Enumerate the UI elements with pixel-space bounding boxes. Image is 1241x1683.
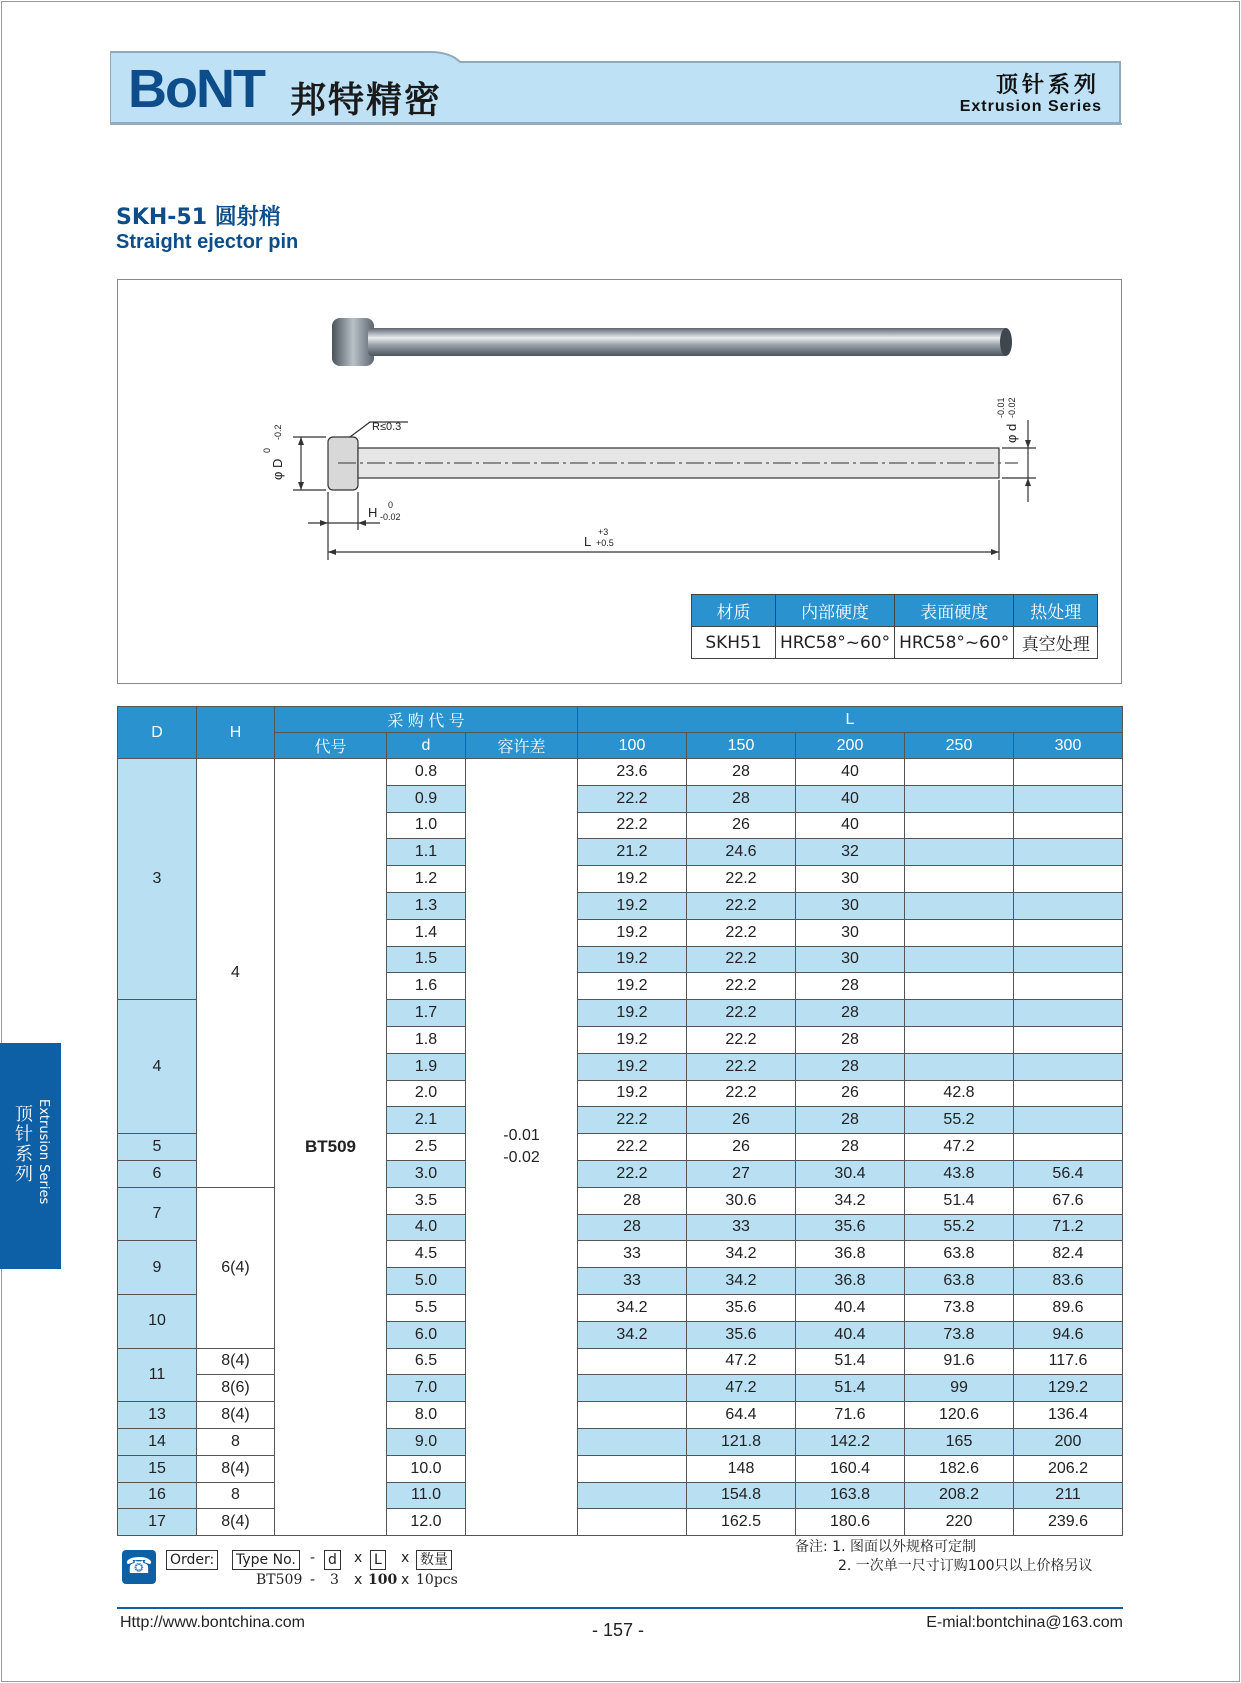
phone-icon: ☎ — [122, 1550, 156, 1584]
mat-header: 热处理 — [1014, 595, 1098, 627]
cell-L: 28 — [796, 1026, 905, 1053]
cell-L — [905, 759, 1014, 786]
cell-d: 1.7 — [387, 1000, 466, 1027]
cell-d: 11.0 — [387, 1482, 466, 1509]
series-title-cn: 顶针系列 — [995, 73, 1100, 98]
cell-L: 40 — [796, 759, 905, 786]
cell-L — [905, 973, 1014, 1000]
cell-L — [578, 1509, 687, 1536]
cell-L: 91.6 — [905, 1348, 1014, 1375]
cell-L: 26 — [687, 1134, 796, 1161]
cell-L: 19.2 — [578, 919, 687, 946]
cell-L: 89.6 — [1014, 1294, 1123, 1321]
cell-L: 34.2 — [578, 1294, 687, 1321]
cell-L: 180.6 — [796, 1509, 905, 1536]
cell-H: 8 — [197, 1428, 275, 1455]
order-example: ☎ Order: Type No. - d x L x 数量 BT509 - 3 x 100 x 10pcs — [122, 1546, 572, 1590]
product-title-en: Straight ejector pin — [116, 231, 299, 253]
cell-L: 30 — [796, 946, 905, 973]
cell-L: 47.2 — [687, 1348, 796, 1375]
H-dim-label: H — [368, 505, 378, 520]
svg-text:-0.01: -0.01 — [996, 397, 1006, 418]
cell-L: 55.2 — [905, 1214, 1014, 1241]
header-L: L — [578, 707, 1123, 733]
cell-L: 28 — [796, 1107, 905, 1134]
product-title-cn: SKH-51 圆射梢 — [116, 205, 281, 230]
cell-d: 1.9 — [387, 1053, 466, 1080]
cell-d: 2.5 — [387, 1134, 466, 1161]
cell-L — [578, 1455, 687, 1482]
cell-L: 120.6 — [905, 1402, 1014, 1429]
cell-L: 71.2 — [1014, 1214, 1123, 1241]
cell-L — [578, 1482, 687, 1509]
cell-D: 14 — [118, 1428, 197, 1455]
cell-L: 22.2 — [687, 1053, 796, 1080]
cell-H: 8(4) — [197, 1509, 275, 1536]
radius-label: R≤0.3 — [372, 421, 402, 433]
svg-text:-0.02: -0.02 — [1007, 397, 1017, 418]
cell-L: 35.6 — [796, 1214, 905, 1241]
notes — [795, 1538, 1093, 1576]
d-dim-label: φ d — [1004, 423, 1019, 443]
cell-L — [1014, 1134, 1123, 1161]
cell-H: 6(4) — [197, 1187, 275, 1348]
cell-L: 34.2 — [687, 1268, 796, 1295]
cell-L: 28 — [796, 1053, 905, 1080]
cell-L: 32 — [796, 839, 905, 866]
cell-d: 5.0 — [387, 1268, 466, 1295]
tolerance-upper: -0.01 — [503, 1127, 540, 1145]
cell-L — [578, 1375, 687, 1402]
cell-tolerance — [466, 759, 578, 1536]
cell-L: 22.2 — [578, 785, 687, 812]
cell-H: 8(4) — [197, 1402, 275, 1429]
cell-L: 22.2 — [687, 919, 796, 946]
side-tab-en: Extrusion Series — [36, 1099, 51, 1205]
cell-L: 26 — [687, 812, 796, 839]
cell-L — [905, 946, 1014, 973]
note-2: 2. 一次单一尺寸订购100只以上价格另议 — [838, 1558, 1093, 1574]
cell-L: 30.6 — [687, 1187, 796, 1214]
cell-L: 22.2 — [578, 1160, 687, 1187]
cell-L: 163.8 — [796, 1482, 905, 1509]
cell-d: 3.5 — [387, 1187, 466, 1214]
cell-L: 33 — [578, 1241, 687, 1268]
table-row — [118, 759, 1123, 786]
order-d: d — [324, 1550, 341, 1570]
table-row — [118, 1509, 1123, 1536]
cell-L: 160.4 — [796, 1455, 905, 1482]
cell-L: 22.2 — [578, 812, 687, 839]
header-d: d — [387, 733, 466, 759]
footer-divider — [117, 1607, 1123, 1609]
cell-L: 28 — [578, 1214, 687, 1241]
cell-L: 40.4 — [796, 1321, 905, 1348]
cell-D: 11 — [118, 1348, 197, 1402]
cell-L: 129.2 — [1014, 1375, 1123, 1402]
cell-L: 22.2 — [687, 866, 796, 893]
cell-d: 5.5 — [387, 1294, 466, 1321]
cell-L: 34.2 — [578, 1321, 687, 1348]
cell-L — [1014, 866, 1123, 893]
side-tab — [0, 1043, 61, 1269]
cell-L — [1014, 1107, 1123, 1134]
cell-L — [905, 1026, 1014, 1053]
cell-L: 34.2 — [687, 1241, 796, 1268]
cell-L: 239.6 — [1014, 1509, 1123, 1536]
cell-D: 15 — [118, 1455, 197, 1482]
cell-L — [1014, 1026, 1123, 1053]
order-qty: 数量 — [416, 1550, 452, 1570]
cell-L: 34.2 — [796, 1187, 905, 1214]
cell-L: 22.2 — [578, 1107, 687, 1134]
cell-d: 1.4 — [387, 919, 466, 946]
header-code: 代号 — [275, 733, 387, 759]
cell-L: 30.4 — [796, 1160, 905, 1187]
series-title-en: Extrusion Series — [959, 98, 1102, 115]
table-row — [118, 1375, 1123, 1402]
header-D: D — [118, 707, 197, 759]
cell-L — [1014, 839, 1123, 866]
order-ex-qty: 10pcs — [416, 1572, 458, 1588]
cell-L: 51.4 — [796, 1375, 905, 1402]
cell-L: 83.6 — [1014, 1268, 1123, 1295]
cell-L: 33 — [687, 1214, 796, 1241]
cell-L — [905, 785, 1014, 812]
D-dim-label: φ D — [270, 458, 285, 480]
cell-L: 22.2 — [578, 1134, 687, 1161]
cell-d: 0.8 — [387, 759, 466, 786]
cell-L: 22.2 — [687, 892, 796, 919]
footer-email[interactable]: E-mial:bontchina@163.com — [926, 1614, 1123, 1631]
footer-url[interactable]: Http://www.bontchina.com — [120, 1614, 305, 1631]
table-row — [118, 1482, 1123, 1509]
header-L-col: 300 — [1014, 733, 1123, 759]
cell-L: 42.8 — [905, 1080, 1014, 1107]
company-name: 邦特精密 — [290, 79, 443, 121]
cell-L — [578, 1348, 687, 1375]
cell-L: 67.6 — [1014, 1187, 1123, 1214]
cell-L: 23.6 — [578, 759, 687, 786]
cell-L: 36.8 — [796, 1268, 905, 1295]
cell-L: 165 — [905, 1428, 1014, 1455]
table-row — [118, 1187, 1123, 1214]
tolerance-lower: -0.02 — [503, 1149, 540, 1167]
cell-d: 1.2 — [387, 866, 466, 893]
cell-d: 1.0 — [387, 812, 466, 839]
cell-L: 40 — [796, 785, 905, 812]
cell-L — [1014, 1080, 1123, 1107]
svg-text:+0.5: +0.5 — [596, 538, 614, 548]
L-dim-label: L — [584, 534, 592, 549]
cell-d: 12.0 — [387, 1509, 466, 1536]
table-row — [118, 1402, 1123, 1429]
cell-L — [1014, 1053, 1123, 1080]
cell-L: 117.6 — [1014, 1348, 1123, 1375]
cell-d: 4.5 — [387, 1241, 466, 1268]
cell-L: 63.8 — [905, 1268, 1014, 1295]
cell-L: 22.2 — [687, 1026, 796, 1053]
cell-L: 33 — [578, 1268, 687, 1295]
cell-d: 6.5 — [387, 1348, 466, 1375]
svg-text:0: 0 — [388, 500, 394, 510]
header-L-col: 150 — [687, 733, 796, 759]
cell-L: 148 — [687, 1455, 796, 1482]
note-1: 1. 图面以外规格可定制 — [832, 1539, 976, 1555]
cell-L: 19.2 — [578, 973, 687, 1000]
mat-header: 表面硬度 — [895, 595, 1014, 627]
cell-L: 26 — [796, 1080, 905, 1107]
cell-L: 30 — [796, 919, 905, 946]
cell-L: 40 — [796, 812, 905, 839]
cell-L — [1014, 759, 1123, 786]
side-tab-cn: 顶针系列 — [15, 1104, 33, 1185]
cell-L: 35.6 — [687, 1321, 796, 1348]
mat-value: HRC58°~60° — [776, 627, 895, 659]
cell-L: 56.4 — [1014, 1160, 1123, 1187]
order-ex-L: 100 — [368, 1572, 398, 1588]
header-L-col: 250 — [905, 733, 1014, 759]
cell-L — [1014, 812, 1123, 839]
pin-head-photo — [332, 318, 374, 366]
cell-D: 7 — [118, 1187, 197, 1241]
cell-D: 9 — [118, 1241, 197, 1295]
notes-title: 备注: — [795, 1539, 828, 1555]
cell-d: 1.3 — [387, 892, 466, 919]
cell-L: 63.8 — [905, 1241, 1014, 1268]
logo: BoNT — [128, 59, 264, 119]
cell-H: 8(4) — [197, 1348, 275, 1375]
order-type-no: Type No. — [232, 1550, 300, 1570]
material-table — [691, 594, 1098, 659]
cell-d: 2.0 — [387, 1080, 466, 1107]
svg-text:0: 0 — [262, 447, 272, 453]
cell-L: 22.2 — [687, 973, 796, 1000]
cell-L: 19.2 — [578, 866, 687, 893]
cell-d: 2.1 — [387, 1107, 466, 1134]
cell-L: 35.6 — [687, 1294, 796, 1321]
cell-L: 47.2 — [687, 1375, 796, 1402]
cell-L: 73.8 — [905, 1294, 1014, 1321]
cell-L — [1014, 946, 1123, 973]
cell-L — [905, 1053, 1014, 1080]
cell-D: 5 — [118, 1134, 197, 1161]
cell-L: 99 — [905, 1375, 1014, 1402]
cell-code: BT509 — [275, 759, 387, 1536]
cell-L: 19.2 — [578, 892, 687, 919]
table-row — [118, 1348, 1123, 1375]
cell-d: 1.5 — [387, 946, 466, 973]
cell-L — [1014, 1000, 1123, 1027]
cell-D: 6 — [118, 1160, 197, 1187]
mat-value: SKH51 — [692, 627, 776, 659]
cell-d: 7.0 — [387, 1375, 466, 1402]
cell-L — [578, 1402, 687, 1429]
cell-L — [1014, 919, 1123, 946]
cell-L: 19.2 — [578, 1026, 687, 1053]
cell-L — [905, 919, 1014, 946]
header-tolerance: 容许差 — [466, 733, 578, 759]
cell-L — [578, 1428, 687, 1455]
cell-D: 17 — [118, 1509, 197, 1536]
cell-L: 208.2 — [905, 1482, 1014, 1509]
table-row — [118, 1455, 1123, 1482]
cell-L — [905, 839, 1014, 866]
cell-L: 22.2 — [687, 1080, 796, 1107]
cell-L: 36.8 — [796, 1241, 905, 1268]
cell-L: 162.5 — [687, 1509, 796, 1536]
cell-d: 9.0 — [387, 1428, 466, 1455]
cell-D: 3 — [118, 759, 197, 1000]
cell-H: 8 — [197, 1482, 275, 1509]
cell-L — [1014, 973, 1123, 1000]
cell-L: 27 — [687, 1160, 796, 1187]
cell-D: 10 — [118, 1294, 197, 1348]
cell-D: 16 — [118, 1482, 197, 1509]
cell-H: 8(4) — [197, 1455, 275, 1482]
cell-d: 6.0 — [387, 1321, 466, 1348]
cell-L: 28 — [578, 1187, 687, 1214]
cell-D: 13 — [118, 1402, 197, 1429]
cell-L: 28 — [796, 1000, 905, 1027]
cell-L — [905, 812, 1014, 839]
cell-L: 22.2 — [687, 1000, 796, 1027]
cell-L: 28 — [796, 1134, 905, 1161]
mat-value: 真空处理 — [1014, 627, 1098, 659]
mat-header: 内部硬度 — [776, 595, 895, 627]
cell-L: 19.2 — [578, 946, 687, 973]
cell-L: 22.2 — [687, 946, 796, 973]
cell-L: 136.4 — [1014, 1402, 1123, 1429]
cell-L — [905, 892, 1014, 919]
cell-L: 64.4 — [687, 1402, 796, 1429]
cell-d: 1.1 — [387, 839, 466, 866]
cell-L: 73.8 — [905, 1321, 1014, 1348]
cell-L: 55.2 — [905, 1107, 1014, 1134]
cell-L: 28 — [796, 973, 905, 1000]
svg-text:-0.02: -0.02 — [380, 512, 401, 522]
mat-value: HRC58°~60° — [895, 627, 1014, 659]
spec-table — [117, 706, 1123, 1536]
cell-L: 121.8 — [687, 1428, 796, 1455]
svg-text:-0.2: -0.2 — [273, 424, 283, 440]
svg-text:+3: +3 — [598, 527, 609, 537]
cell-d: 0.9 — [387, 785, 466, 812]
cell-L: 26 — [687, 1107, 796, 1134]
mat-header: 材质 — [692, 595, 776, 627]
cell-L: 51.4 — [796, 1348, 905, 1375]
header-purchase-code: 采 购 代 号 — [275, 707, 578, 733]
cell-L — [905, 866, 1014, 893]
cell-L: 71.6 — [796, 1402, 905, 1429]
cell-L — [905, 1000, 1014, 1027]
cell-L: 200 — [1014, 1428, 1123, 1455]
cell-L: 21.2 — [578, 839, 687, 866]
cell-L: 19.2 — [578, 1000, 687, 1027]
cell-L: 24.6 — [687, 839, 796, 866]
header-L-col: 200 — [796, 733, 905, 759]
header-banner — [110, 50, 1122, 125]
cell-d: 4.0 — [387, 1214, 466, 1241]
cell-L: 28 — [687, 759, 796, 786]
cell-H: 8(6) — [197, 1375, 275, 1402]
order-L: L — [370, 1550, 386, 1570]
page-number: - 157 - — [592, 1620, 645, 1640]
pin-shaft-photo — [368, 328, 1008, 356]
cell-L: 19.2 — [578, 1080, 687, 1107]
order-ex-d: 3 — [330, 1572, 339, 1588]
cell-L: 40.4 — [796, 1294, 905, 1321]
cell-L: 30 — [796, 892, 905, 919]
cell-d: 8.0 — [387, 1402, 466, 1429]
cell-L: 28 — [687, 785, 796, 812]
cell-L: 182.6 — [905, 1455, 1014, 1482]
cell-L: 43.8 — [905, 1160, 1014, 1187]
cell-D: 4 — [118, 1000, 197, 1134]
cell-d: 1.6 — [387, 973, 466, 1000]
cell-H: 4 — [197, 759, 275, 1188]
cell-L: 30 — [796, 866, 905, 893]
cell-L: 82.4 — [1014, 1241, 1123, 1268]
cell-d: 3.0 — [387, 1160, 466, 1187]
cell-L: 47.2 — [905, 1134, 1014, 1161]
cell-L: 94.6 — [1014, 1321, 1123, 1348]
cell-d: 10.0 — [387, 1455, 466, 1482]
cell-L: 220 — [905, 1509, 1014, 1536]
header-H: H — [197, 707, 275, 759]
header-L-col: 100 — [578, 733, 687, 759]
cell-L: 211 — [1014, 1482, 1123, 1509]
cell-d: 1.8 — [387, 1026, 466, 1053]
table-row — [118, 1428, 1123, 1455]
cell-L: 142.2 — [796, 1428, 905, 1455]
cell-L: 206.2 — [1014, 1455, 1123, 1482]
cell-L — [1014, 892, 1123, 919]
order-ex-code: BT509 — [256, 1572, 303, 1588]
cell-L — [1014, 785, 1123, 812]
cell-L: 51.4 — [905, 1187, 1014, 1214]
cell-L: 19.2 — [578, 1053, 687, 1080]
order-label: Order: — [166, 1550, 218, 1570]
cell-L: 154.8 — [687, 1482, 796, 1509]
